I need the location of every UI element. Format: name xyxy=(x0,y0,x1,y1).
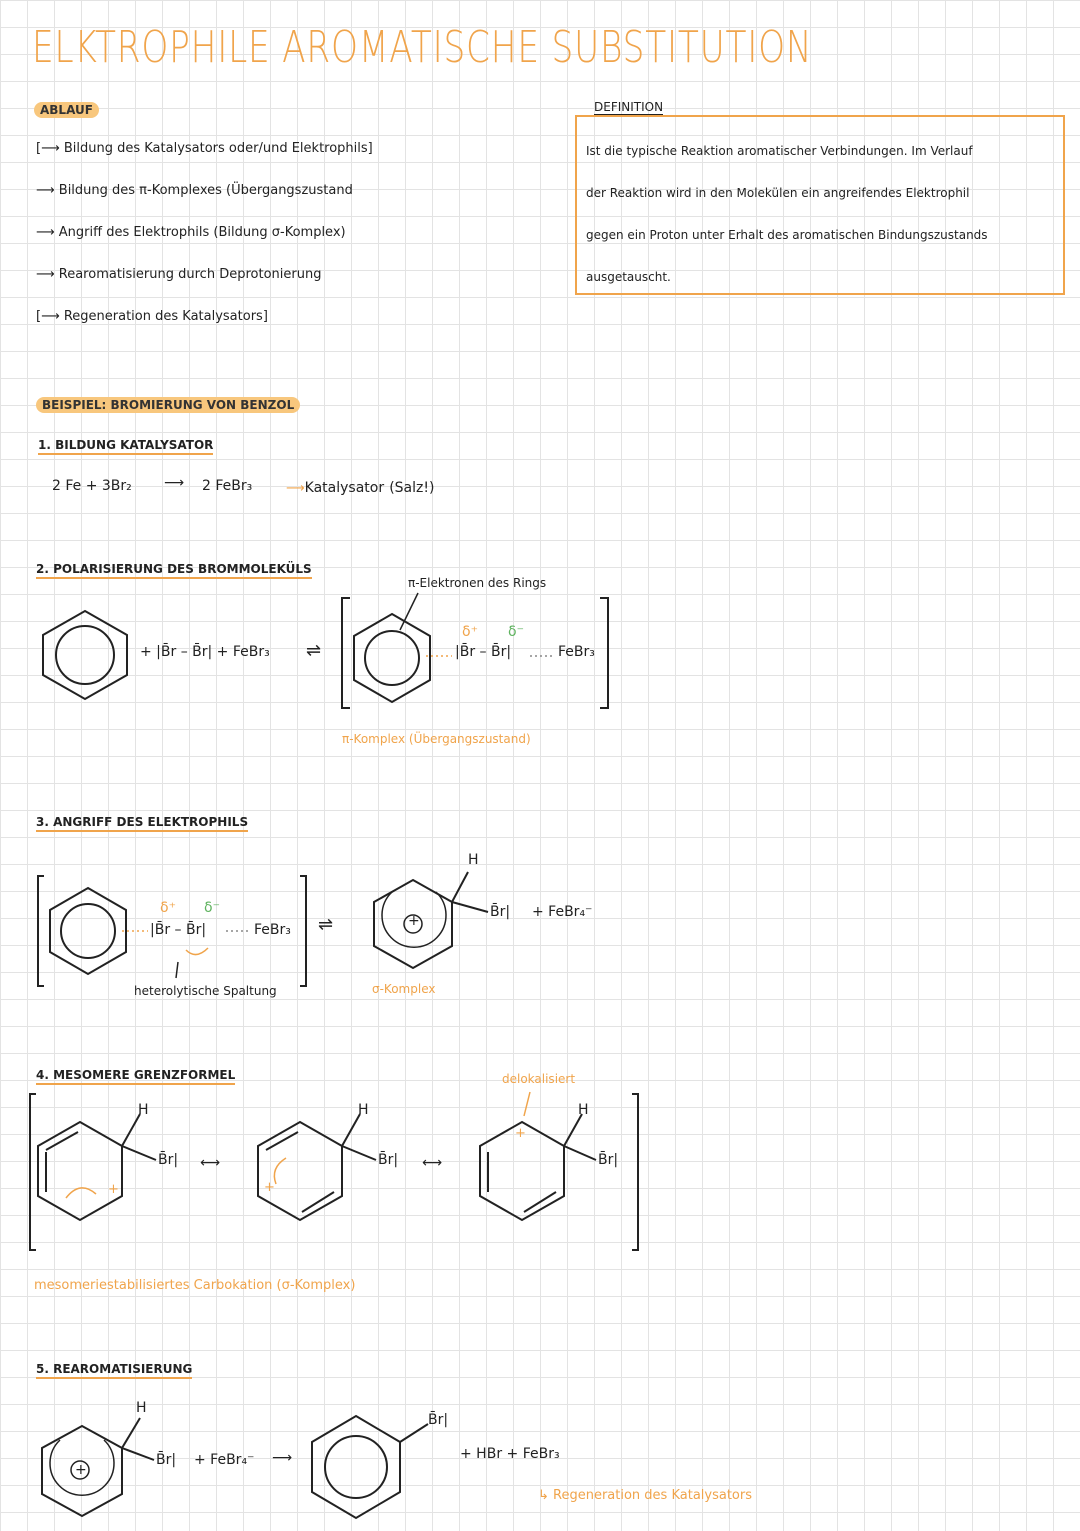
section-5-title: 5. REAROMATISIERUNG xyxy=(36,1362,192,1379)
s5-product-circle xyxy=(325,1436,387,1498)
definition-line-4: ausgetauscht. xyxy=(586,270,671,284)
s5-product-br-bond xyxy=(400,1424,428,1442)
bracket-left-s4 xyxy=(30,1094,36,1250)
s5-regen: ↳ Regeneration des Katalysators xyxy=(538,1488,752,1503)
res-1-br-bond xyxy=(122,1146,156,1160)
res-1-arrow xyxy=(66,1188,96,1198)
s2-annotation: π-Elektronen des Rings xyxy=(408,576,547,590)
sigma-h-bond xyxy=(452,872,468,902)
bracket-right-s4 xyxy=(632,1094,638,1250)
ablauf-step-5: [⟶ Regeneration des Katalysators] xyxy=(36,309,268,324)
s4-br-3: B̄r| xyxy=(598,1152,619,1168)
res-2-br-bond xyxy=(342,1146,376,1160)
s5-sigma-ring xyxy=(42,1426,122,1516)
section-1-title: 1. BILDUNG KATALYSATOR xyxy=(38,438,213,455)
s4-resonance-1: ⟷ xyxy=(200,1155,221,1171)
ablauf-step-2: ⟶ Bildung des π-Komplexes (Übergangszustand xyxy=(36,183,353,198)
s3-cleavage: heterolytische Spaltung xyxy=(134,984,277,998)
s3-plus-febr4: + FeBr₄⁻ xyxy=(532,904,593,920)
s4-plus-1: + xyxy=(108,1182,119,1197)
s5-br-2: B̄r| xyxy=(428,1412,449,1428)
s3-plus-charge: + xyxy=(408,913,420,929)
bracket-right-s2 xyxy=(600,598,608,708)
s4-resonance-2: ⟷ xyxy=(422,1155,443,1171)
res-ring-3 xyxy=(480,1122,564,1220)
deloc-arrow xyxy=(524,1092,530,1116)
s2-delta-plus: δ⁺ xyxy=(462,624,478,640)
definition-line-3: gegen ein Proton unter Erhalt des aromatischen Bindungszustands xyxy=(586,228,988,242)
sigma-ring xyxy=(374,880,452,968)
sigma-delocalization xyxy=(382,892,446,947)
s2-caption: π-Komplex (Übergangszustand) xyxy=(342,732,531,746)
s1-eq-left: 2 Fe + 3Br₂ xyxy=(52,478,132,494)
s5-h-bond xyxy=(122,1418,140,1448)
s4-h-3: H xyxy=(578,1102,589,1118)
res-1-h-bond xyxy=(122,1114,140,1146)
ablauf-label: ABLAUF xyxy=(34,99,99,118)
res-2-arrow xyxy=(274,1158,286,1184)
s1-arrow: ⟶ xyxy=(164,475,185,491)
definition-line-1: Ist die typische Reaktion aromatischer Verbindungen. Im Verlauf xyxy=(586,144,973,158)
definition-label: DEFINITION xyxy=(594,100,664,114)
page-title: ELKTROPHILE AROMATISCHE SUBSTITUTION xyxy=(32,22,813,73)
s3-equilibrium: ⇌ xyxy=(318,914,334,935)
bracket-left-s3 xyxy=(38,876,44,986)
s3-delta-minus: δ⁻ xyxy=(204,900,220,916)
s4-h-1: H xyxy=(138,1102,149,1118)
s3-febr3: FeBr₃ xyxy=(254,922,291,938)
res-3-br-bond xyxy=(564,1146,596,1160)
s2-febr3: FeBr₃ xyxy=(558,644,595,660)
s5-products: + HBr + FeBr₃ xyxy=(460,1446,560,1462)
s3-delta-plus: δ⁺ xyxy=(160,900,176,916)
res-3-h-bond xyxy=(564,1114,582,1146)
s5-arrow: ⟶ xyxy=(272,1450,293,1466)
s5-plus-circle xyxy=(71,1461,89,1479)
aromatic-circle-pi xyxy=(365,631,419,685)
s1-eq-right: 2 FeBr₃ xyxy=(202,478,253,494)
s5-br-bond xyxy=(122,1448,154,1460)
res-ring-2 xyxy=(258,1122,342,1220)
s2-equilibrium: ⇌ xyxy=(306,640,322,661)
s2-complex: |B̄r – B̄r| xyxy=(455,644,512,660)
definition-line-2: der Reaktion wird in den Molekülen ein angreifendes Elektrophil xyxy=(586,186,970,200)
section-4-title: 4. MESOMERE GRENZFORMEL xyxy=(36,1068,235,1085)
s4-br-2: B̄r| xyxy=(378,1152,399,1168)
s5-br-1: B̄r| xyxy=(156,1452,177,1468)
res-2-h-bond xyxy=(342,1114,360,1146)
sigma-plus-circle xyxy=(404,915,422,933)
ablauf-step-4: ⟶ Rearomatisierung durch Deprotonierung xyxy=(36,267,322,282)
sigma-br-bond xyxy=(452,902,488,912)
aromatic-circle-s3 xyxy=(61,904,115,958)
s4-br-1: B̄r| xyxy=(158,1152,179,1168)
s4-delokalisiert: delokalisiert xyxy=(502,1072,576,1086)
s5-plus-febr4: + FeBr₄⁻ xyxy=(194,1452,255,1468)
bracket-right-s3 xyxy=(300,876,306,986)
s4-plus-3: + xyxy=(515,1126,526,1141)
s5-h: H xyxy=(136,1400,147,1416)
res-ring-1 xyxy=(38,1122,122,1220)
cleavage-arrow xyxy=(186,948,208,955)
s4-caption: mesomeriestabilisiertes Carbokation (σ-Komplex) xyxy=(34,1278,356,1293)
s2-delta-minus: δ⁻ xyxy=(508,624,524,640)
s5-plus-charge: + xyxy=(75,1462,87,1478)
s3-caption: σ-Komplex xyxy=(372,982,436,996)
ablauf-step-3: ⟶ Angriff des Elektrophils (Bildung σ-Komplex) xyxy=(36,225,346,240)
s4-plus-2: + xyxy=(264,1180,275,1195)
s4-h-2: H xyxy=(358,1102,369,1118)
res-1-double-a xyxy=(46,1132,78,1150)
section-3-title: 3. ANGRIFF DES ELEKTROPHILS xyxy=(36,815,248,832)
s3-br: B̄r| xyxy=(490,904,511,920)
beispiel-label: BEISPIEL: BROMIERUNG VON BENZOL xyxy=(36,394,300,413)
cleavage-line xyxy=(176,962,178,978)
s3-complex: |B̄r – B̄r| xyxy=(150,922,207,938)
s2-reactants: + |B̄r – B̄r| + FeBr₃ xyxy=(140,644,270,660)
ablauf-step-1: [⟶ Bildung des Katalysators oder/und Elektrophils] xyxy=(36,141,373,156)
bracket-left-s2 xyxy=(342,598,350,708)
aromatic-circle-s2 xyxy=(56,626,114,684)
s3-h: H xyxy=(468,852,479,868)
s1-note: ⟶Katalysator (Salz!) xyxy=(286,480,435,496)
res-2-double-a xyxy=(266,1132,298,1150)
s5-delocalization xyxy=(50,1440,114,1495)
section-2-title: 2. POLARISIERUNG DES BROMMOLEKÜLS xyxy=(36,562,312,579)
